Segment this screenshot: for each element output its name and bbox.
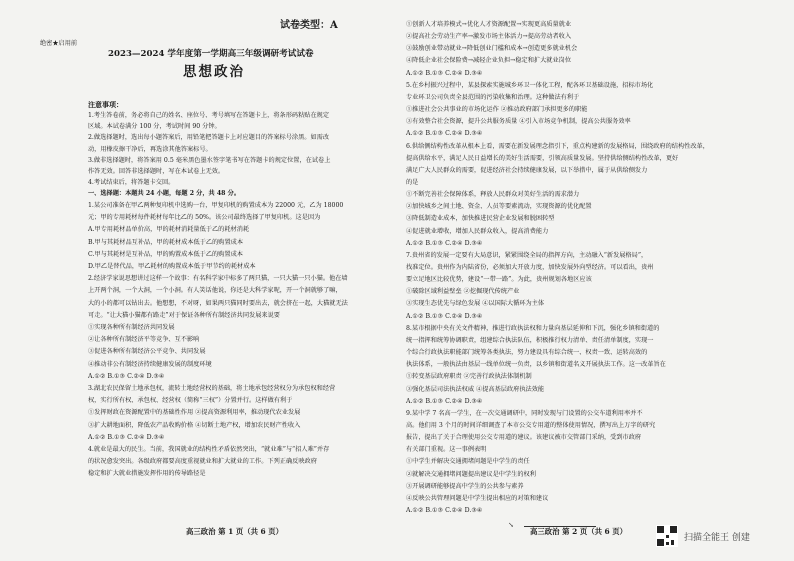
- text-line: A.甲专用耗材品单价高，甲的耗材消耗量低于乙的耗材消耗: [88, 226, 250, 234]
- text-line: ①实现各种所有制经济共同发展: [88, 324, 175, 331]
- text-line: 绝密★启用前: [40, 40, 78, 47]
- text-line: ③扩大耕地面积，降低农产品收购价格 ④切断土地产权，增加农民财产性收入: [88, 421, 301, 429]
- text-line: 3.做非选择题时，将答案用 0.5 毫米黑色墨水签字笔书写在答题卡的规定位置，在试卷上: [88, 156, 331, 164]
- text-line: A.①② B.①③ C.②④ D.③④: [406, 69, 483, 77]
- text-line: 4.就业是最大的民生。当前，我国就业的结构性矛盾依然突出，“就业难”与“招人难”并存: [88, 446, 330, 453]
- page-2-footer: 高三政治 第 2 页（共 6 页）: [530, 527, 628, 536]
- text-line: D.甲乙是替代品，甲乙耗材的购置成本低于甲节约的耗材成本: [88, 263, 256, 270]
- text-line: 找准定位。贵州作为内陆省份，必须加大开放力度，加快发展外向型经济。可以看出，贵州: [406, 264, 654, 271]
- text-line: A.①② B.①③ C.②④ D.③④: [406, 130, 483, 138]
- text-line: 执法体系，一般执法由基层一线单位统一负责，以乡镇和街道名义开展执法工作。这一改革旨在: [406, 361, 666, 369]
- text-line: 个综合行政执法职能部门统筹各类执法，努力建设具有综合统一、权责一致、运转高效的: [406, 349, 648, 357]
- text-line: ②提高社会劳动生产率→激发市场主体活力→提高劳动者收入: [406, 33, 572, 41]
- text-line: A.①② B.①③ C.②④ D.③④: [406, 397, 483, 405]
- text-line: 元；甲的专用耗材每件耗材每年比乙的 50%。该公司最终选择了甲复印机。这是因为: [88, 214, 321, 222]
- text-line: 满足广大人民群众的需要，促进经济社会持续健康发展，以下举措中，属于从供给侧发力: [406, 166, 648, 174]
- scanner-watermark: 扫描全能王 创建: [684, 533, 750, 543]
- text-line: 的状况愈发突出。各级政府都要高度重视就业和扩大就业的工作。下列正确反映政府: [88, 458, 317, 466]
- text-line: ②让各种所有制经济平等竞争、互不影响: [88, 336, 200, 344]
- text-line: 2023—2024 学年度第一学期高三年级调研考试试卷: [108, 49, 314, 59]
- text-line: 思想政治: [183, 64, 245, 80]
- text-line: 作答无效。回答非选择题时，写在本试卷上无效。: [88, 168, 225, 175]
- text-line: ③强化基层司法执法权威 ④提高基层政府执法效能: [406, 385, 545, 393]
- text-line: 8.某市根据中央有关文件精神，推进行政执法权和力量向基层延伸和下沉，强化乡镇和街道的: [406, 324, 660, 332]
- text-line: 4.考试结束后，将答题卡交回。: [88, 179, 175, 187]
- text-line: 提高供给水平，满足人民日益增长的美好生活需要，引领高质量发展。坚持供给侧结构性改革，更好: [406, 154, 679, 162]
- text-line: 高。他们用 3 个月的时间详细调查了本市公交专用道的整体使用情况，撰写出上万字的研究: [406, 421, 656, 429]
- text-line: ①发挥财政在资源配置中的基础性作用 ②提高资源利用率，推动现代农业发展: [88, 409, 301, 417]
- text-line: 2.经济学家说思想讲过这样一个故事：有名科学家中标多了两只猫，一只大猫一只小猫。他在墙: [88, 275, 348, 283]
- text-line: ①中学生并解决交通拥堵问题是中学生的责任: [406, 458, 530, 466]
- text-line: 可走。“让大猫小猫都有路走”对于保证各种所有制经济共同发展来说要: [88, 311, 280, 319]
- text-line: ①不断完善社会保障体系，释放人民群众对美好生活的需求潜力: [406, 191, 580, 199]
- text-line: ②就解决交通拥堵问题提出建议是中学生的权利: [406, 470, 536, 478]
- text-line: ③开展调研能够提高中学生的公共参与素养: [406, 482, 524, 490]
- text-line: ④推动非公有制经济持续健康发展的制度环境: [88, 360, 212, 368]
- text-line: ①创新人才培养模式→优化人才资源配置→实现更高质量就业: [406, 21, 572, 28]
- text-line: 9.某中学 7 名高一学生，在一次交通调研中，同时发现与门设置的公交车道利用率并不: [406, 409, 643, 417]
- text-line: 专业环卫公司负责全县范围的污染收集和治理。这种做法有利于: [406, 93, 580, 101]
- text-line: 要立足地区比较优势，建设“一带一路”。为此，贵州规划各地区应该: [406, 276, 592, 284]
- text-line: ①转变基层政府职责 ②完善行政执法体制机制: [406, 373, 532, 381]
- text-line: 3.湖北农民保留土地承包权，流转土地经营权的基础，将土地承包经营权分为承包权和经营: [88, 385, 336, 392]
- text-line: ①破除区域利益壁垒 ②挖掘现代传统产业: [406, 288, 520, 296]
- qr-code-icon: [656, 525, 678, 547]
- text-line: ④反映公共管理问题是中学生提出相应的对策和建议: [406, 494, 549, 502]
- text-line: 5.在乡村振兴过程中，某县探索实施城乡环卫一体化工程，配各环卫基础设施，招标市场化: [406, 81, 654, 89]
- text-line: 有关部门重视。这一事例表明: [406, 446, 487, 454]
- text-line: ④促进就业增收，增加人民群众收入，提高消费能力: [406, 227, 549, 235]
- text-line: 动，用橡皮擦干净后，再选涂其他答案标号。: [88, 145, 212, 153]
- page-1-footer: 高三政治 第 1 页（共 6 页）: [186, 527, 284, 536]
- text-line: ③实现生态优先与绿色发展 ④以国际大循环为主体: [406, 300, 545, 308]
- text-line: 一、选择题：本题共 24 小题，每题 2 分，共 48 分。: [88, 190, 241, 197]
- text-line: 注意事项：: [88, 100, 123, 109]
- text-line: ③鼓励创业带动就业→降低创业门槛和成本→创造更多就业机会: [406, 45, 578, 53]
- text-line: ①推进社会公共事业的市场化运作 ②推动政府部门承担更多的职能: [406, 106, 588, 114]
- text-line: 大的小的都可以钻出去。他想想，不对呀，如果两只猫同时要出去，就会挤在一起，大猫就无法: [88, 299, 348, 307]
- text-line: 报告，提出了关于合理使用公交专用道的建议。该建议被市交管部门采纳，受到市政府: [406, 434, 642, 442]
- text-line: 权，实行所有权、承包权、经营权（简称“三权”）分置并行。这样做有利于: [88, 397, 293, 405]
- text-line: ③降低制造业成本，加快推进民营企业发展和脱困转型: [406, 215, 555, 223]
- text-line: A.①② B.①③ C.②④ D.③④: [406, 239, 483, 247]
- text-line: 的是: [406, 178, 419, 186]
- text-line: A.①② B.①③ C.②④ D.③④: [406, 507, 483, 514]
- text-line: 1.考生答卷前，务必将自己的姓名、座位号、考号填写在答题卡上，将条形码粘贴在规定: [88, 112, 330, 119]
- text-line: 7.贵州省的发展一定要有大局意识，紧紧围绕全局的指挥方向，主动融入“新发展格局”，: [406, 251, 648, 259]
- text-line: ③促进各种所有制经济公平竞争、共同发展: [88, 348, 206, 356]
- arrow-icon: ↘: [508, 521, 514, 529]
- text-line: ③有效整合社会资源，提升公共服务质量 ④引入市场竞争机制，提高公共服务效率: [406, 118, 631, 126]
- text-line: 区域。本试卷满分 100 分，考试时间 90 分钟。: [88, 123, 221, 131]
- text-line: A.①② B.①③ C.②④ D.③④: [88, 433, 165, 441]
- text-line: 上开两个洞，一个大洞，一个小洞。有人笑话他说，你还是大科学家呢，开一个洞就够了嘛，: [88, 287, 342, 295]
- text-line: 2.做选择题时，选出每小题答案后，用铅笔把答题卡上对应题目的答案标号涂黑。如需改: [88, 134, 330, 142]
- text-line: A.①② B.①③ C.②④ D.③④: [406, 312, 483, 320]
- text-line: A.①② B.①③ C.②④ D.③④: [88, 372, 165, 380]
- text-line: ②加快城乡之间土地、资金、人员等要素流动，实现资源的优化配置: [406, 203, 592, 211]
- text-line: B.甲与其耗材品互补品，甲的耗材成本低于乙的购置成本: [88, 238, 244, 246]
- text-line: ④降低企业社会保险费→减轻企业负担→稳定和扩大就业岗位: [406, 57, 572, 65]
- text-line: 统一指挥和统筹协调职责，组建综合执法队伍，积极推行权力清单、责任清单制度，实现一: [406, 336, 654, 344]
- text-line: 稳定和扩大就业措施发挥作用的传导路径是: [88, 470, 206, 478]
- text-line: 1.某公司准备在甲乙两种复印机中选购一台，甲复印机的购置成本为 22000 元，乙为 18000: [88, 202, 344, 209]
- text-line: 试卷类型：A: [280, 20, 338, 31]
- text-line: C.甲与其耗材是互补品，甲的购置成本低于乙的购置成本: [88, 250, 243, 258]
- text-line: 6.供给侧结构性改革从根本上看，需要在新发展理念指引下，重点构建新的发展格局，围绕政府的结构性改革，: [406, 142, 709, 150]
